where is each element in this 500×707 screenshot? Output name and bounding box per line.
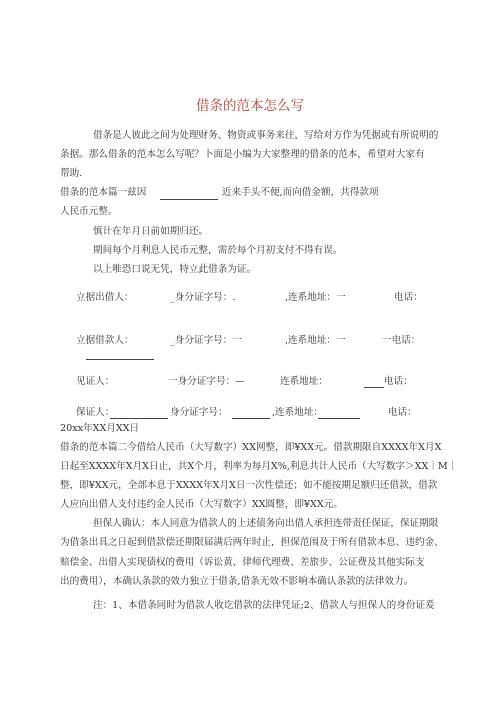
document-title: 借条的范本怎么写 [196, 98, 304, 114]
creditor-id: _身分证字号：. [170, 292, 236, 303]
guarantor-phone: 电话： [388, 407, 417, 418]
sample2-line-4: 人应向出借人支付违约金人民币（大写数字）XX圆整，即¥XX元。 [60, 499, 343, 510]
witness-label: 见证人： [76, 376, 115, 387]
guarantee-line-2: 为借条出具之日起到借款偿还期限届满后两年时止，担保范闱及于所有借款本息、违约金、 [60, 537, 444, 548]
intro-line-2: 条据。那么借条的范本怎么写呢？卜面是小编为大家整理的借条的范本，希望对大家有 [60, 149, 425, 160]
date-line: 20xx年XX月XX日 [60, 423, 140, 434]
guarantor-underline-2 [232, 418, 270, 419]
witness-underline [364, 387, 384, 388]
borrower-phone: 一电话： [382, 335, 421, 346]
guarantee-line-3: 赔偿金、出借人实现债权的费用（诉讼黄、律师代理费、差旅步、公证费及其他实际支 [60, 557, 425, 568]
intro-line-1: 借条是人彼此之间为处理财务、物资或事务来往，写给对方作为凭据或有所说明的 [93, 130, 439, 141]
sample2-line-3: 整，即¥XX元，全部本息于XXXX年X月X日一次性偿还；如不能按期足额归还借款，借款 [60, 480, 438, 491]
sample2-line-1: 借条的范本篇二今借给人民币（大写数字）XX网整，即¥XX元。借款期限自XXXX年X月X [60, 442, 442, 453]
creditor-address: ,连系地址：一 [285, 292, 346, 303]
guarantor-underline-3 [318, 418, 360, 419]
guarantee-line-1: 担保人确认：本人同意为借款人的上述债务向出借人承担连带责任保证，保证期限 [93, 518, 439, 529]
witness-id: 一身分证字号：— [168, 376, 245, 387]
creditor-phone: 电话： [394, 292, 423, 303]
intro-line-3: 帮助. [60, 168, 83, 179]
sample1-line-1a: 借条的范本篇一兹因 [60, 187, 147, 198]
borrower-id: _身分证字号：一 [170, 335, 242, 346]
witness-address: 连系地址： [280, 376, 328, 387]
sample1-line-5: 以上唯恐口说无凭，特立此借条为证。 [93, 264, 257, 275]
guarantor-underline-1 [110, 418, 168, 419]
guarantor-label: 保证人： [76, 407, 115, 418]
sample1-line-1b: 近来手头不便,而向借金额，共得款项 [222, 187, 379, 198]
sample1-line-2: 人民币元整。 [60, 206, 118, 217]
borrower-address: ,连系地址：一 [285, 335, 346, 346]
sample1-line-4: 期间每个月利息人民币元整，需於每个月初支付不得有误。 [93, 245, 343, 256]
note-line: 注：1、本借条同时为借款人收讫借款的法律凭证;2、借款人与担保人的身份证爰 [93, 600, 435, 611]
sample1-line-3: 慎计在年月日前如期归还。 [93, 226, 209, 237]
guarantee-line-4: 出的费用），本确认条款的效力独立于借条,借条无效不影响本确认条款的法律效力。 [60, 576, 414, 587]
guarantor-address: ,连系地址： [272, 407, 324, 418]
creditor-label: 立据出借人： [76, 292, 134, 303]
borrower-label: 立据借款人： [76, 335, 134, 346]
witness-phone: 电话： [384, 376, 413, 387]
borrower-underline [86, 359, 154, 360]
blank-underline [160, 199, 218, 200]
sample2-line-2: 日起至XXXX年X月X日止，共X个月，利率为每月X%,利息共计人民币（大写数字＞XX｜M｜ [60, 461, 458, 472]
guarantor-id: 身分证字号： [170, 407, 228, 418]
